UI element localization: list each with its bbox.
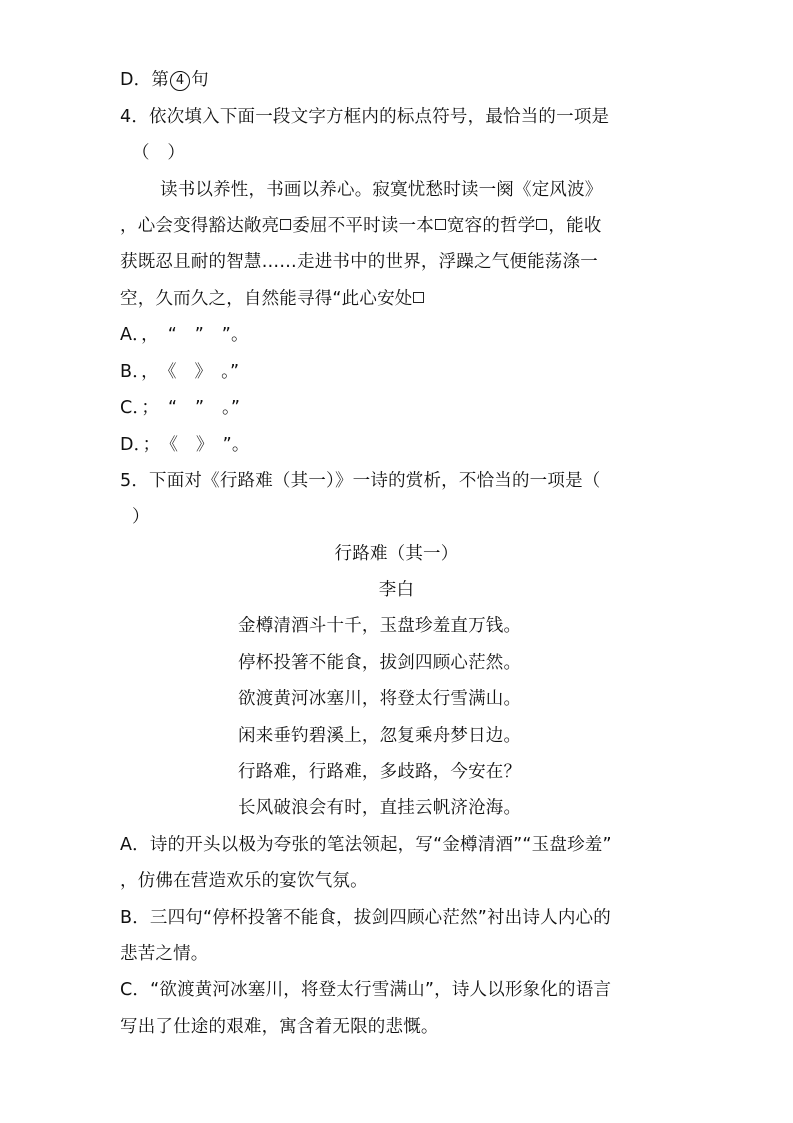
poem-line: 金樽清酒斗十千，玉盘珍羞直万钱。	[238, 616, 522, 636]
q4-passage-line3: 获既忍且耐的智慧……走进书中的世界，浮躁之气便能荡涤一	[120, 252, 598, 272]
q3-option-d-prefix: D．第	[120, 70, 170, 90]
q3-option-d[interactable]	[120, 68, 680, 92]
q5-option-a-line1[interactable]: A．诗的开头以极为夸张的笔法领起，写“金樽清酒”“玉盘珍羞”	[120, 835, 612, 855]
q5-option-b-line2: 悲苦之情。	[120, 944, 209, 964]
poem-line: 行路难，行路难，多歧路，今安在？	[238, 762, 522, 782]
q5-option-b-line1[interactable]: B．三四句“停杯投箸不能食，拔剑四顾心茫然”衬出诗人内心的	[120, 908, 611, 928]
q5-stem-line1: 5．下面对《行路难（其一）》一诗的赏析，不恰当的一项是（	[120, 471, 601, 491]
blank-box-icon	[435, 219, 446, 230]
passage-text: 空，久而久之，自然能寻得“此心安处	[120, 289, 413, 309]
q4-stem-line2: （ ）	[132, 143, 186, 163]
poem-line: 长风破浪会有时，直挂云帆济沧海。	[238, 798, 522, 818]
q4-passage-line4	[120, 287, 680, 311]
q5-option-c-line1[interactable]: C．“欲渡黄河冰塞川，将登太行雪满山”，诗人以形象化的语言	[120, 980, 612, 1000]
q4-passage-line1: 读书以养性，书画以养心。寂寞忧愁时读一阕《定风波》	[160, 180, 603, 200]
poem-line: 欲渡黄河冰塞川，将登太行雪满山。	[238, 689, 522, 709]
passage-text: ，心会变得豁达敞亮	[120, 216, 280, 236]
poem-line: 停杯投箸不能食，拔剑四顾心茫然。	[238, 653, 522, 673]
passage-text: 委屈不平时读一本	[292, 216, 434, 236]
poem-title: 行路难（其一）	[334, 544, 459, 564]
blank-box-icon	[413, 292, 424, 303]
q4-stem-line1: 4．依次填入下面一段文字方框内的标点符号，最恰当的一项是	[120, 107, 610, 127]
q4-option-c[interactable]: C．； “ ” 。”	[120, 398, 241, 418]
circled-number-icon: 4	[170, 71, 190, 91]
blank-box-icon	[280, 219, 291, 230]
q3-option-d-suffix: 句	[191, 70, 209, 90]
q5-stem-line2: ）	[132, 507, 150, 527]
passage-text: 宽容的哲学	[446, 216, 536, 236]
passage-text: ，能收	[548, 216, 602, 236]
poem-line: 闲来垂钓碧溪上，忽复乘舟梦日边。	[238, 726, 522, 746]
q4-option-d[interactable]: D．； 《 》 ”。	[120, 435, 250, 455]
blank-box-icon	[536, 219, 547, 230]
q4-passage-line2	[120, 214, 680, 238]
q5-option-a-line2: ，仿佛在营造欢乐的宴饮气氛。	[120, 871, 368, 891]
q4-option-a[interactable]: A．， “ ” ”。	[120, 325, 249, 345]
q5-option-c-line2: 写出了仕途的艰难，寓含着无限的悲慨。	[120, 1017, 439, 1037]
poem-author: 李白	[378, 580, 415, 600]
q4-option-b[interactable]: B．， 《 》 。”	[120, 362, 240, 382]
